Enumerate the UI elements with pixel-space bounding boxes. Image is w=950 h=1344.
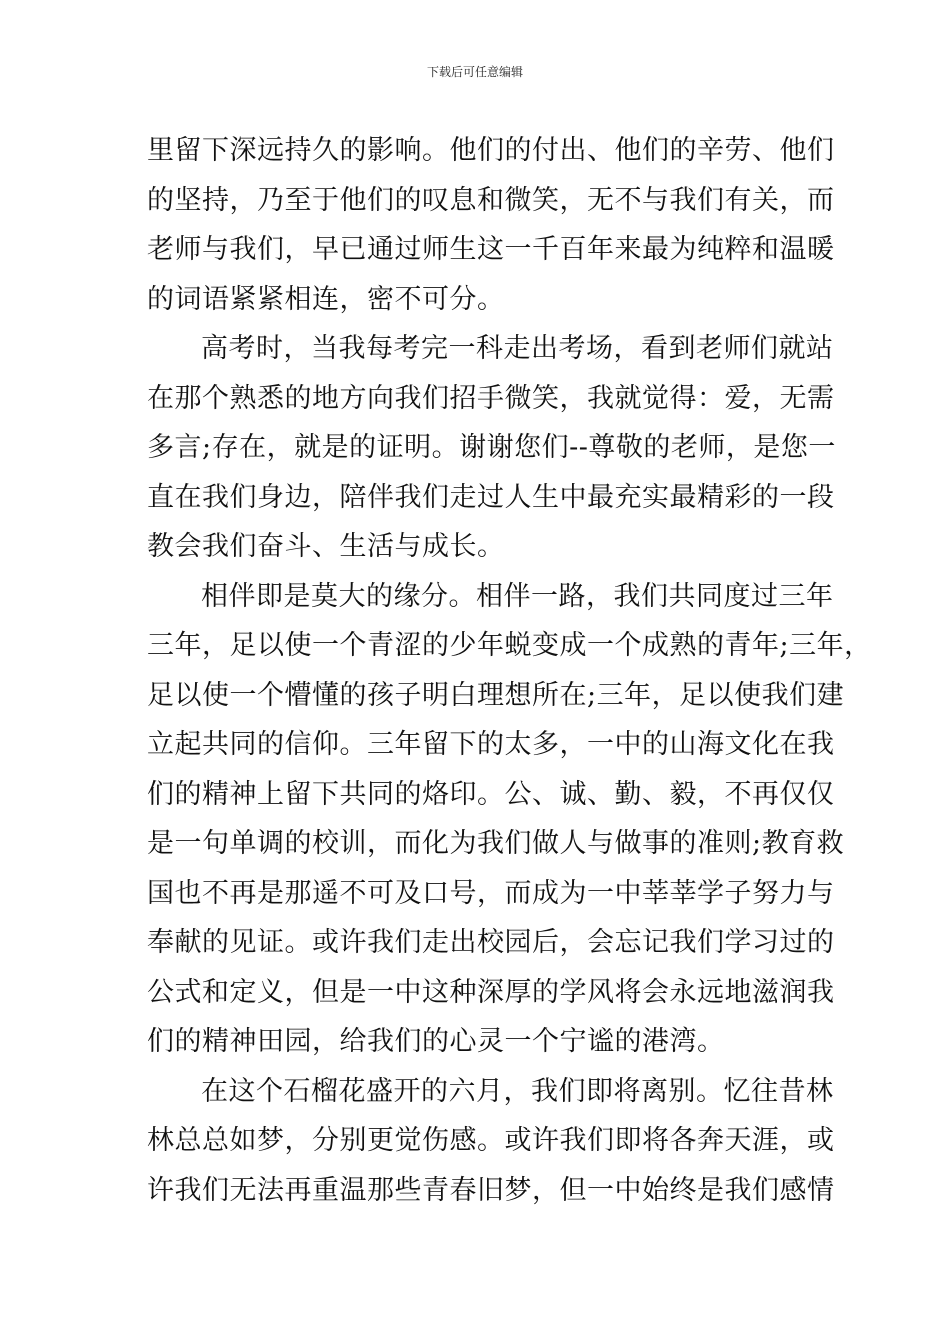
text-line: 的词语紧紧相连，密不可分。 — [147, 283, 505, 315]
text-line: 老师与我们，早已通过师生这一千百年来最为纯粹和温暖 — [147, 234, 835, 265]
text-line: 奉献的见证。或许我们走出校园后，会忘记我们学习过的 — [147, 927, 835, 958]
paragraph-first-line: 高考时，当我每考完一科走出考场，看到老师们就站 — [201, 333, 834, 364]
text-line: 足以使一个懵懂的孩子明白理想所在;三年，足以使我们建 — [147, 679, 845, 711]
page-header: 下载后可任意编辑 — [426, 65, 523, 79]
text-line: 里留下深远持久的影响。他们的付出、他们的辛劳、他们 — [147, 135, 835, 166]
text-line: 三年，足以使一个青涩的少年蜕变成一个成熟的青年;三年， — [147, 630, 872, 661]
paragraph-first-line: 相伴即是莫大的缘分。相伴一路，我们共同度过三年 — [201, 580, 834, 612]
text-line: 在那个熟悉的地方向我们招手微笑，我就觉得：爱，无需 — [147, 382, 835, 414]
text-line: 许我们无法再重温那些青春旧梦，但一中始终是我们感情 — [147, 1174, 835, 1206]
text-line: 的坚持，乃至于他们的叹息和微笑，无不与我们有关，而 — [147, 184, 835, 216]
text-line: 多言;存在，就是的证明。谢谢您们--尊敬的老师，是您一 — [147, 432, 836, 463]
text-line: 公式和定义，但是一中这种深厚的学风将会永远地滋润我 — [147, 976, 835, 1008]
text-line: 们的精神上留下共同的烙印。公、诚、勤、毅，不再仅仅 — [147, 778, 835, 810]
text-line: 是一句单调的校训，而化为我们做人与做事的准则;教育救 — [147, 828, 845, 859]
text-line: 们的精神田园，给我们的心灵一个宁谧的港湾。 — [147, 1026, 725, 1057]
document-body — [147, 126, 872, 1215]
text-line: 林总总如梦，分别更觉伤感。或许我们即将各奔天涯，或 — [147, 1125, 835, 1156]
text-line: 国也不再是那遥不可及口号，而成为一中莘莘学子努力与 — [147, 877, 835, 909]
text-line: 教会我们奋斗、生活与成长。 — [147, 531, 505, 562]
text-line: 直在我们身边，陪伴我们走过人生中最充实最精彩的一段 — [147, 481, 835, 513]
text-line: 立起共同的信仰。三年留下的太多，一中的山海文化在我 — [147, 729, 835, 760]
paragraph-first-line: 在这个石榴花盛开的六月，我们即将离别。忆往昔林 — [201, 1075, 834, 1107]
